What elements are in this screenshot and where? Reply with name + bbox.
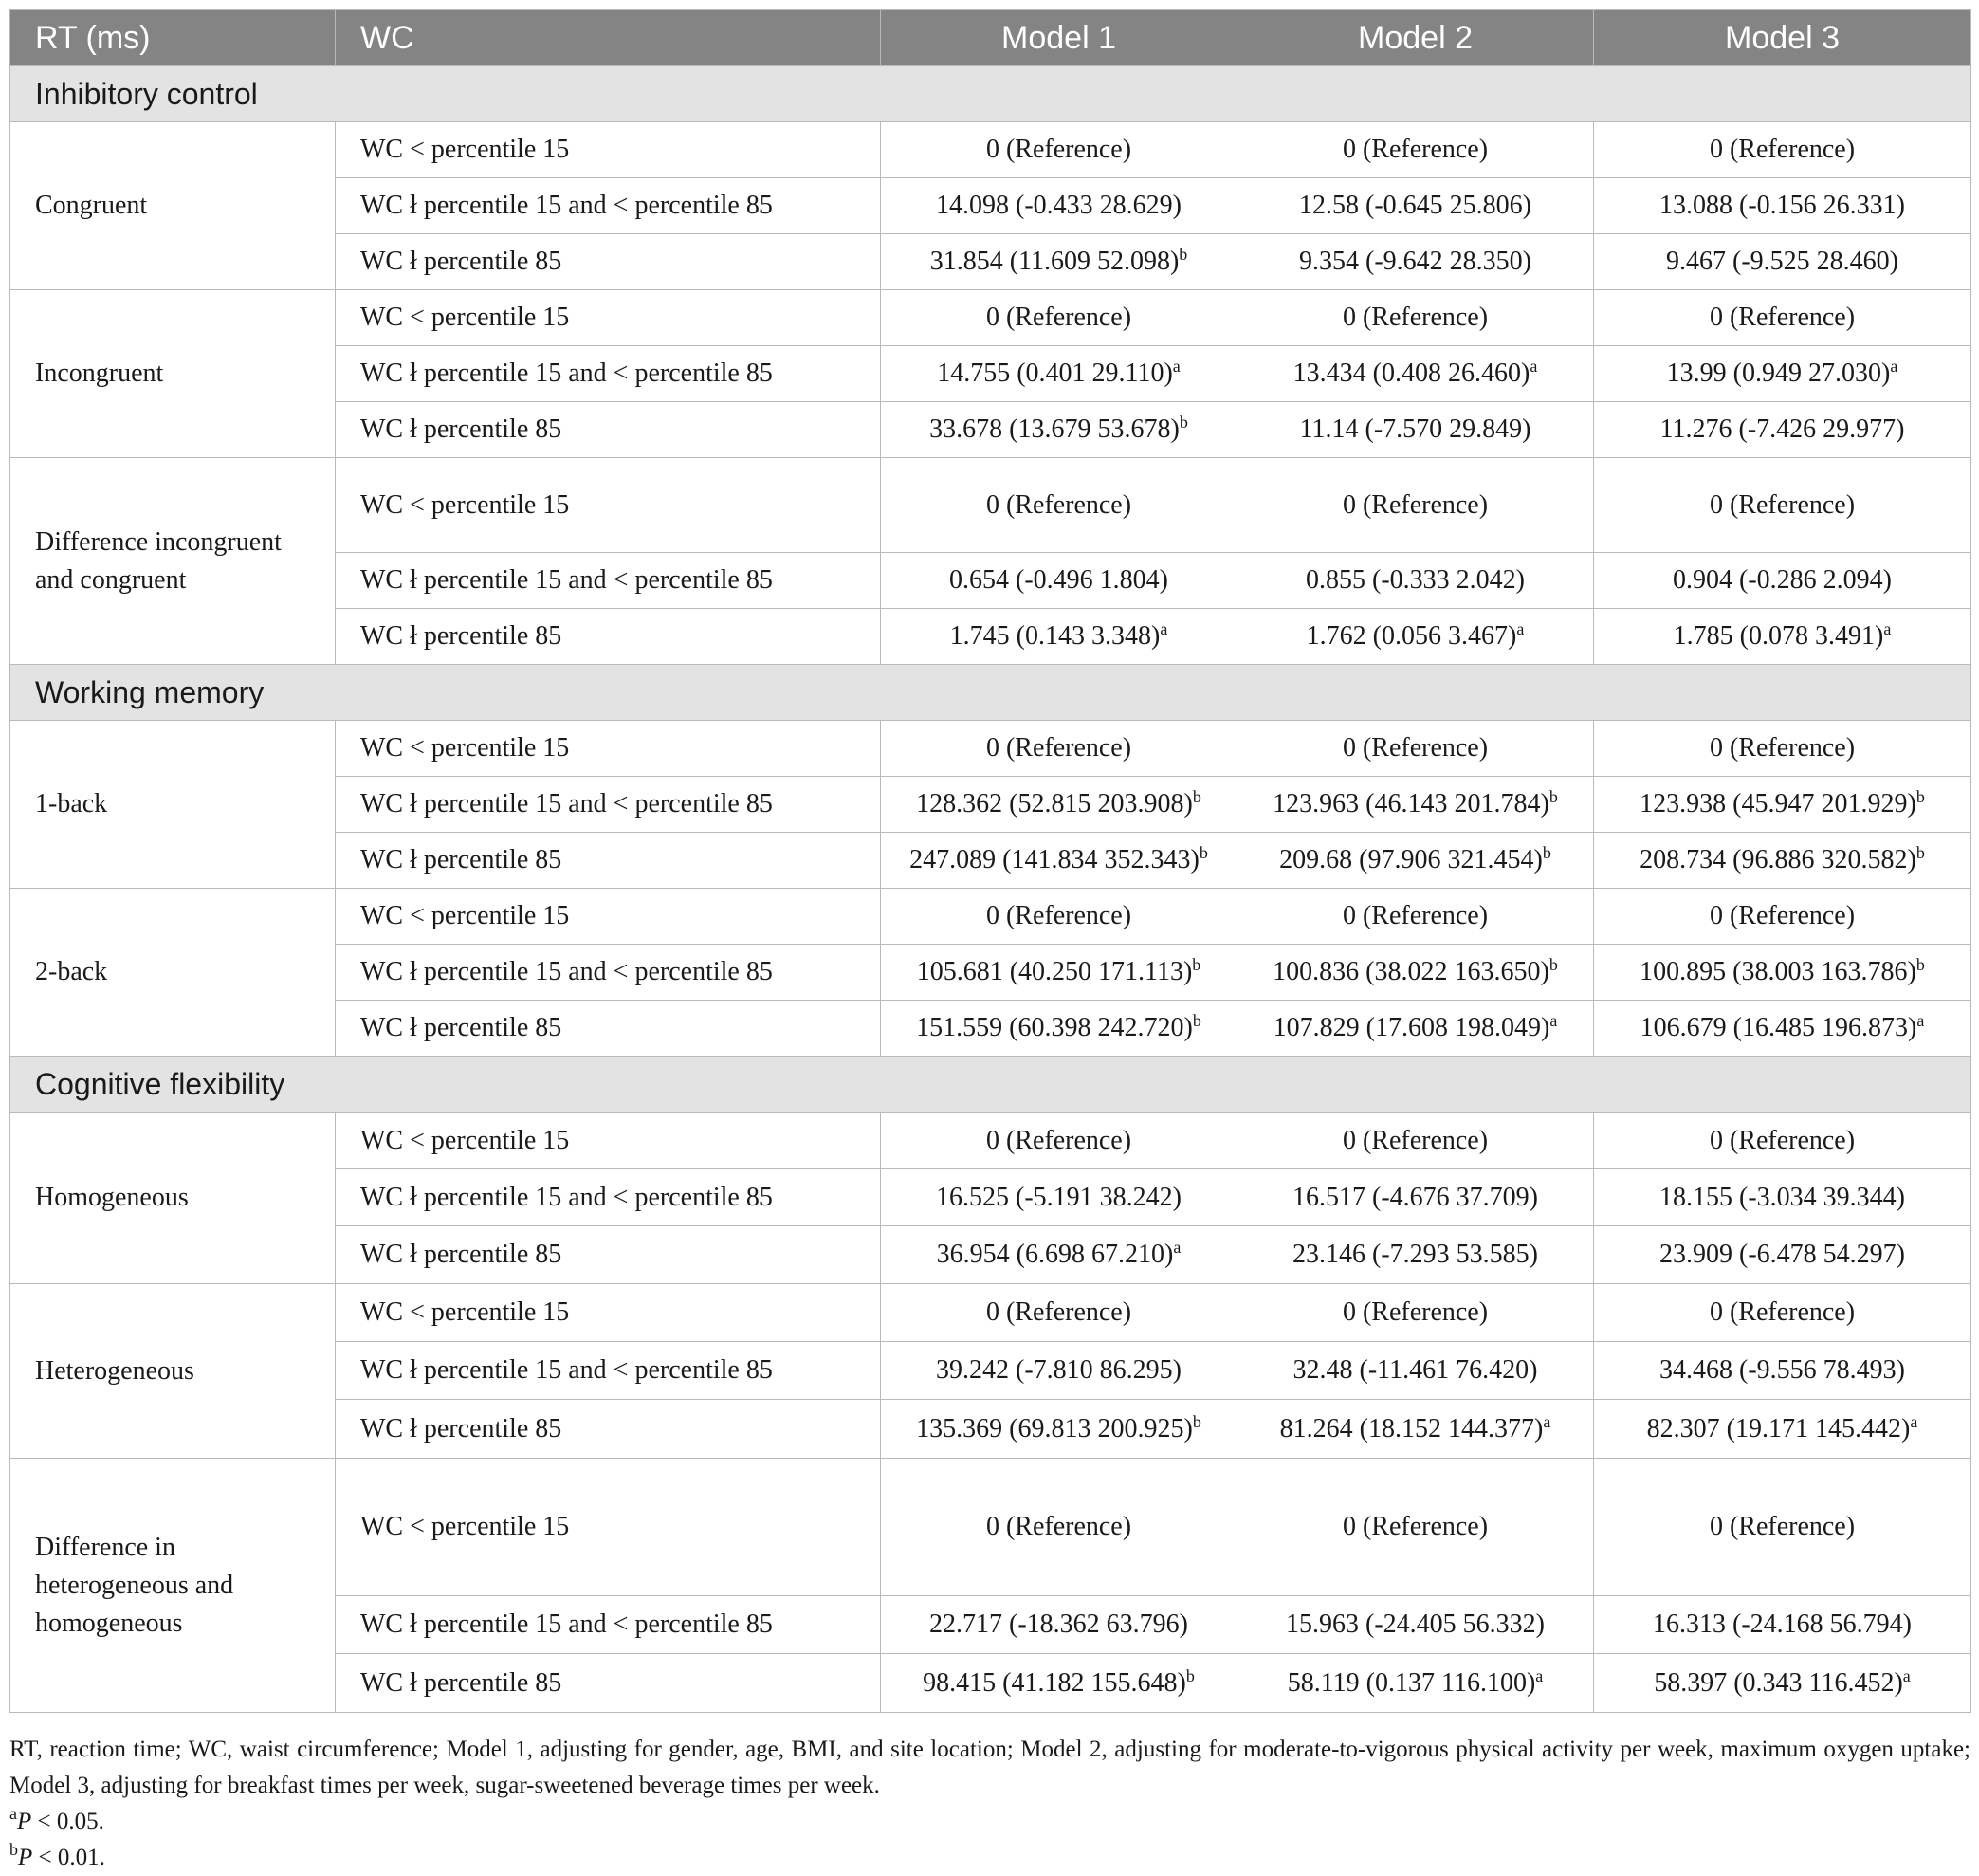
wc-label: WC ł percentile 15 and < percentile 85: [336, 945, 881, 1001]
wc-label: WC ł percentile 85: [336, 609, 881, 665]
value-cell: 0 (Reference): [881, 1284, 1237, 1342]
sup-a: a: [1549, 1011, 1558, 1030]
measure-label: Difference incongruent and congruent: [10, 458, 336, 665]
value-cell: 0 (Reference): [1237, 122, 1594, 178]
value-cell: 106.679 (16.485 196.873)$^a$: [1594, 1001, 1971, 1057]
measure-label: Homogeneous: [10, 1113, 336, 1284]
table-header: [10, 10, 1971, 66]
section-title: Cognitive flexibility: [10, 1057, 1971, 1113]
measure-label: Difference in heterogeneous and homogeneous: [10, 1459, 336, 1713]
value-cell: 0.855 (-0.333 2.042): [1237, 553, 1594, 609]
table-row: [10, 290, 1971, 346]
wc-label: WC ł percentile 85: [336, 1226, 881, 1284]
measure-label: 1-back: [10, 721, 336, 889]
section-row: [10, 1057, 1971, 1113]
value-cell: 0 (Reference): [881, 721, 1237, 777]
value-cell: 0 (Reference): [1594, 1113, 1971, 1169]
value-cell: 0.654 (-0.496 1.804): [881, 553, 1237, 609]
section-title: Inhibitory control: [10, 66, 1971, 122]
value-cell: 0 (Reference): [1237, 1113, 1594, 1169]
table-row: [10, 1459, 1971, 1596]
value-cell: 209.68 (97.906 321.454)$^b$: [1237, 833, 1594, 889]
wc-label: WC < percentile 15: [336, 458, 881, 553]
regression-results-table: [9, 9, 1971, 1713]
value-cell: 0 (Reference): [1237, 721, 1594, 777]
table-row: [10, 721, 1971, 777]
results-table-figure: [9, 9, 1970, 1876]
value-cell: 23.909 (-6.478 54.297): [1594, 1226, 1971, 1284]
sup-b: b: [1548, 787, 1558, 806]
value-cell: 1.745 (0.143 3.348)$^a$: [881, 609, 1237, 665]
sup-a: a: [1173, 1238, 1182, 1257]
header-model-2: Model 2: [1237, 10, 1594, 66]
sup-b: b: [1192, 1011, 1201, 1030]
value-cell: 0 (Reference): [1594, 1459, 1971, 1596]
wc-label: WC < percentile 15: [336, 290, 881, 346]
wc-label: WC ł percentile 85: [336, 833, 881, 889]
value-cell: 105.681 (40.250 171.113)$^b$: [881, 945, 1237, 1001]
value-cell: 58.397 (0.343 116.452)$^a$: [1594, 1654, 1971, 1713]
sup-a: a: [1172, 357, 1181, 376]
table-row: [10, 458, 1971, 553]
value-cell: 0 (Reference): [1237, 1459, 1594, 1596]
sup-b: b: [1915, 955, 1925, 974]
value-cell: 0 (Reference): [881, 889, 1237, 945]
sup-a: a: [1516, 619, 1525, 638]
sup-a: a: [1902, 1665, 1911, 1685]
wc-label: WC ł percentile 85: [336, 1001, 881, 1057]
sup-b: b: [1179, 245, 1188, 264]
header-model-3: Model 3: [1594, 10, 1971, 66]
wc-label: WC ł percentile 85: [336, 1654, 881, 1713]
wc-label: WC ł percentile 85: [336, 234, 881, 290]
value-cell: 0 (Reference): [1594, 122, 1971, 178]
table-row: [10, 1284, 1971, 1342]
value-cell: 100.836 (38.022 163.650)$^b$: [1237, 945, 1594, 1001]
sup-b: b: [1548, 955, 1558, 974]
value-cell: 18.155 (-3.034 39.344): [1594, 1169, 1971, 1226]
wc-label: WC ł percentile 85: [336, 1400, 881, 1459]
sup-a: a: [1543, 1411, 1551, 1431]
sup-a: a: [1916, 1011, 1925, 1030]
wc-label: WC < percentile 15: [336, 122, 881, 178]
value-cell: 15.963 (-24.405 56.332): [1237, 1596, 1594, 1654]
wc-label: WC ł percentile 15 and < percentile 85: [336, 178, 881, 234]
measure-label: Incongruent: [10, 290, 336, 458]
value-cell: 151.559 (60.398 242.720)$^b$: [881, 1001, 1237, 1057]
wc-label: WC ł percentile 15 and < percentile 85: [336, 1342, 881, 1400]
value-cell: 123.963 (46.143 201.784)$^b$: [1237, 777, 1594, 833]
sup-b: b: [1192, 1411, 1201, 1431]
value-cell: 34.468 (-9.556 78.493): [1594, 1342, 1971, 1400]
value-cell: 0 (Reference): [1237, 290, 1594, 346]
value-cell: 13.99 (0.949 27.030)$^a$: [1594, 346, 1971, 402]
value-cell: 12.58 (-0.645 25.806): [1237, 178, 1594, 234]
value-cell: 14.755 (0.401 29.110)$^a$: [881, 346, 1237, 402]
wc-label: WC < percentile 15: [336, 1459, 881, 1596]
sup-b: b: [1915, 843, 1925, 862]
value-cell: 98.415 (41.182 155.648)$^b$: [881, 1654, 1237, 1713]
value-cell: 247.089 (141.834 352.343)$^b$: [881, 833, 1237, 889]
section-row: [10, 66, 1971, 122]
measure-label: 2-back: [10, 889, 336, 1057]
value-cell: 0 (Reference): [1237, 458, 1594, 553]
value-cell: 58.119 (0.137 116.100)$^a$: [1237, 1654, 1594, 1713]
value-cell: 16.525 (-5.191 38.242): [881, 1169, 1237, 1226]
value-cell: 9.354 (-9.642 28.350): [1237, 234, 1594, 290]
footnote-b: $^b$P < 0.01.: [9, 1840, 105, 1870]
sup-a: a: [1910, 1411, 1918, 1431]
sup-a: a: [1883, 619, 1892, 638]
sup-a: a: [1160, 619, 1168, 638]
wc-label: WC ł percentile 15 and < percentile 85: [336, 1169, 881, 1226]
value-cell: 31.854 (11.609 52.098)$^b$: [881, 234, 1237, 290]
value-cell: 0 (Reference): [1594, 721, 1971, 777]
table-row: [10, 122, 1971, 178]
sup-b: b: [1199, 843, 1208, 862]
value-cell: 208.734 (96.886 320.582)$^b$: [1594, 833, 1971, 889]
sup-b: b: [1192, 787, 1201, 806]
value-cell: 13.088 (-0.156 26.331): [1594, 178, 1971, 234]
value-cell: 23.146 (-7.293 53.585): [1237, 1226, 1594, 1284]
table-row: [10, 1113, 1971, 1169]
wc-label: WC ł percentile 15 and < percentile 85: [336, 553, 881, 609]
sup-b: b: [1179, 413, 1188, 432]
value-cell: 0 (Reference): [1594, 1284, 1971, 1342]
value-cell: 36.954 (6.698 67.210)$^a$: [881, 1226, 1237, 1284]
value-cell: 0 (Reference): [1237, 1284, 1594, 1342]
sup-b: b: [1542, 843, 1551, 862]
value-cell: 81.264 (18.152 144.377)$^a$: [1237, 1400, 1594, 1459]
value-cell: 123.938 (45.947 201.929)$^b$: [1594, 777, 1971, 833]
value-cell: 107.829 (17.608 198.049)$^a$: [1237, 1001, 1594, 1057]
value-cell: 16.313 (-24.168 56.794): [1594, 1596, 1971, 1654]
value-cell: 135.369 (69.813 200.925)$^b$: [881, 1400, 1237, 1459]
value-cell: 0.904 (-0.286 2.094): [1594, 553, 1971, 609]
measure-label: Heterogeneous: [10, 1284, 336, 1459]
wc-label: WC ł percentile 85: [336, 402, 881, 458]
value-cell: 0 (Reference): [1237, 889, 1594, 945]
value-cell: 0 (Reference): [1594, 889, 1971, 945]
value-cell: 11.14 (-7.570 29.849): [1237, 402, 1594, 458]
sup-a: a: [1535, 1665, 1544, 1685]
value-cell: 0 (Reference): [881, 1459, 1237, 1596]
sup-a: a: [1530, 357, 1538, 376]
value-cell: 0 (Reference): [1594, 290, 1971, 346]
sup-b: b: [1915, 787, 1925, 806]
value-cell: 11.276 (-7.426 29.977): [1594, 402, 1971, 458]
value-cell: 33.678 (13.679 53.678)$^b$: [881, 402, 1237, 458]
footnote-abbreviations: RT, reaction time; WC, waist circumference; Model 1, adjusting for gender, age, BMI, and site location; Model 2, adjusting for moderate-to-vigorous physical activity per week, maximum oxygen uptake; Model 3, adjusting for breakfast times per week, sugar-sweetened beverage times per week.: [9, 1737, 1970, 1798]
wc-label: WC ł percentile 15 and < percentile 85: [336, 346, 881, 402]
value-cell: 1.785 (0.078 3.491)$^a$: [1594, 609, 1971, 665]
table-row: [10, 889, 1971, 945]
header-model-1: Model 1: [881, 10, 1237, 66]
sup-a: a: [1890, 357, 1898, 376]
value-cell: 13.434 (0.408 26.460)$^a$: [1237, 346, 1594, 402]
header-rt: RT (ms): [10, 10, 336, 66]
wc-label: WC < percentile 15: [336, 721, 881, 777]
footnote-a: $^a$P < 0.05.: [9, 1804, 104, 1834]
value-cell: 0 (Reference): [881, 1113, 1237, 1169]
value-cell: 39.242 (-7.810 86.295): [881, 1342, 1237, 1400]
wc-label: WC < percentile 15: [336, 1284, 881, 1342]
section-row: [10, 665, 1971, 721]
value-cell: 0 (Reference): [881, 122, 1237, 178]
sup-b: b: [1185, 1665, 1195, 1685]
section-title: Working memory: [10, 665, 1971, 721]
wc-label: WC < percentile 15: [336, 889, 881, 945]
value-cell: 32.48 (-11.461 76.420): [1237, 1342, 1594, 1400]
value-cell: 82.307 (19.171 145.442)$^a$: [1594, 1400, 1971, 1459]
sup-b: b: [1192, 955, 1201, 974]
value-cell: 100.895 (38.003 163.786)$^b$: [1594, 945, 1971, 1001]
value-cell: 0 (Reference): [881, 290, 1237, 346]
value-cell: 128.362 (52.815 203.908)$^b$: [881, 777, 1237, 833]
value-cell: 16.517 (-4.676 37.709): [1237, 1169, 1594, 1226]
wc-label: WC ł percentile 15 and < percentile 85: [336, 1596, 881, 1654]
value-cell: 0 (Reference): [881, 458, 1237, 553]
value-cell: 22.717 (-18.362 63.796): [881, 1596, 1237, 1654]
value-cell: 0 (Reference): [1594, 458, 1971, 553]
measure-label: Congruent: [10, 122, 336, 290]
wc-label: WC < percentile 15: [336, 1113, 881, 1169]
value-cell: 1.762 (0.056 3.467)$^a$: [1237, 609, 1594, 665]
header-wc: WC: [336, 10, 881, 66]
wc-label: WC ł percentile 15 and < percentile 85: [336, 777, 881, 833]
table-footnotes: [9, 1732, 1970, 1876]
value-cell: 9.467 (-9.525 28.460): [1594, 234, 1971, 290]
value-cell: 14.098 (-0.433 28.629): [881, 178, 1237, 234]
